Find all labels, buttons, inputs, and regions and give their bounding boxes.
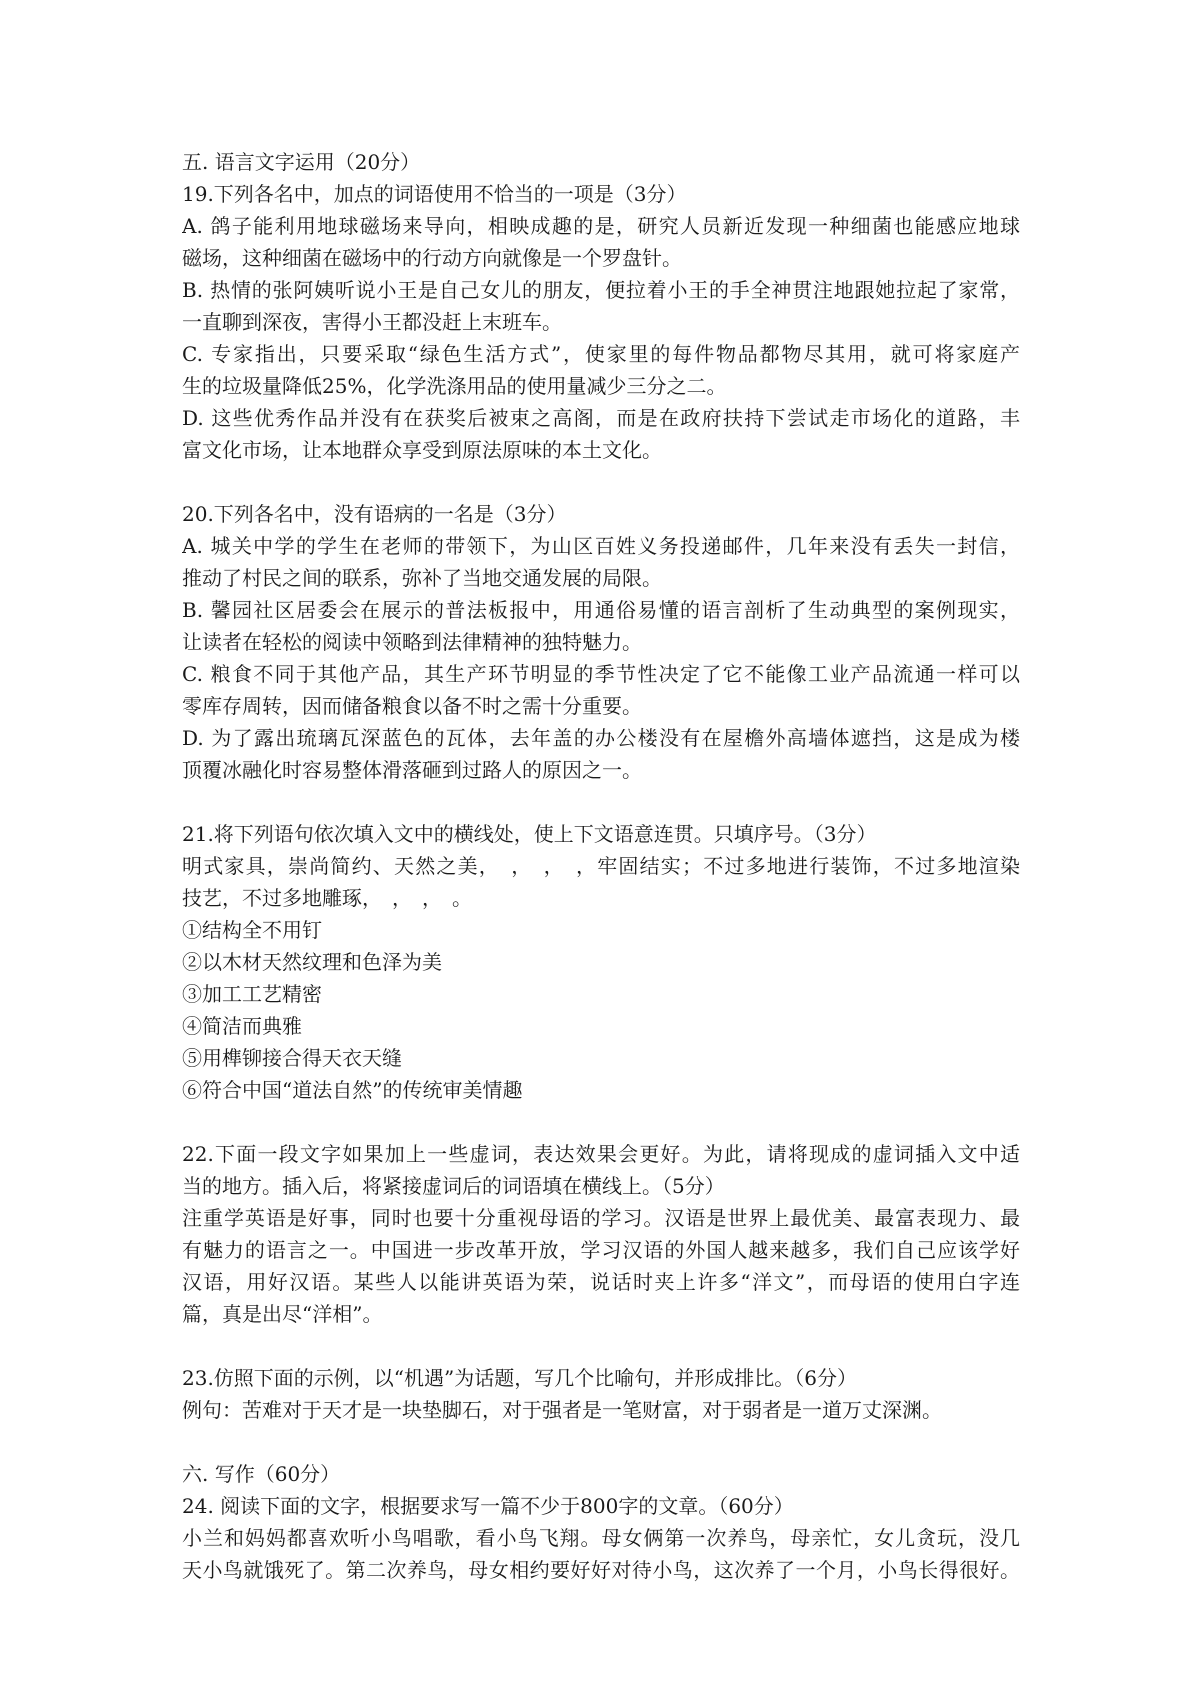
q19-option-b: B. 热情的张阿姨听说小王是自己女儿的朋友，便拉着小王的手全神贯注地跟她拉起了家常，: [182, 278, 1020, 302]
q24-passage-1: 小兰和妈妈都喜欢听小鸟唱歌，看小鸟飞翔。母女俩第一次养鸟，母亲忙，女儿贪玩，没几: [182, 1526, 1020, 1550]
spacer: [182, 1426, 1020, 1458]
q21-passage: 明式家具，崇尚简约、天然之美， ， ， ，牢固结实；不过多地进行装饰，不过多地渲染: [182, 854, 1020, 878]
exam-page: [182, 146, 1020, 1586]
q22-passage-2: 有魅力的语言之一。中国进一步改革开放，学习汉语的外国人越来越多，我们自己应该学好: [182, 1238, 1020, 1262]
q19-option-a-cont: 磁场，这种细菌在磁场中的行动方向就像是一个罗盘针。: [182, 246, 682, 270]
q21-item-4: ④简洁而典雅: [182, 1014, 302, 1038]
q23-example: 例句：苦难对于天才是一块垫脚石，对于强者是一笔财富，对于弱者是一道万丈深渊。: [182, 1398, 942, 1422]
q21-item-6: ⑥符合中国“道法自然”的传统审美情趣: [182, 1078, 523, 1102]
q21-item-3: ③加工工艺精密: [182, 982, 322, 1006]
q19-option-c: C. 专家指出，只要采取“绿色生活方式”，使家里的每件物品都物尽其用，就可将家庭产: [182, 342, 1020, 366]
q19-option-b-cont: 一直聊到深夜，害得小王都没赶上末班车。: [182, 310, 562, 334]
q20-option-b: B. 馨园社区居委会在展示的普法板报中，用通俗易懂的语言剖析了生动典型的案例现实，: [182, 598, 1020, 622]
q20-option-c: C. 粮食不同于其他产品，其生产环节明显的季节性决定了它不能像工业产品流通一样可以: [182, 662, 1020, 686]
q20-option-a: A. 城关中学的学生在老师的带领下，为山区百姓义务投递邮件，几年来没有丢失一封信，: [182, 534, 1020, 558]
q19-option-a: A. 鸽子能利用地球磁场来导向，相映成趣的是，研究人员新近发现一种细菌也能感应地球: [182, 214, 1020, 238]
q19-option-c-cont: 生的垃圾量降低25%，化学洗涤用品的使用量减少三分之二。: [182, 374, 727, 398]
q20-option-d: D. 为了露出琉璃瓦深蓝色的瓦体，去年盖的办公楼没有在屋檐外高墙体遮挡，这是成为楼: [182, 726, 1020, 750]
q20-option-d-cont: 顶覆冰融化时容易整体滑落砸到过路人的原因之一。: [182, 758, 642, 782]
q22-passage-3: 汉语，用好汉语。某些人以能讲英语为荣，说话时夹上许多“洋文”，而母语的使用白字连: [182, 1270, 1020, 1294]
q21-item-1: ①结构全不用钉: [182, 918, 322, 942]
spacer: [182, 1330, 1020, 1362]
q20-option-b-cont: 让读者在轻松的阅读中领略到法律精神的独特魅力。: [182, 630, 642, 654]
q19-stem: 19.下列各名中，加点的词语使用不恰当的一项是（3分）: [182, 182, 687, 206]
q24-passage-2: 天小鸟就饿死了。第二次养鸟，母女相约要好好对待小鸟，这次养了一个月，小鸟长得很好。: [182, 1558, 1020, 1582]
q21-stem: 21.将下列语句依次填入文中的横线处，使上下文语意连贯。只填序号。（3分）: [182, 822, 877, 846]
q20-stem: 20.下列各名中，没有语病的一名是（3分）: [182, 502, 567, 526]
q23-stem: 23.仿照下面的示例，以“机遇”为话题，写几个比喻句，并形成排比。（6分）: [182, 1366, 857, 1390]
section-heading-5: 五. 语言文字运用（20分）: [182, 150, 421, 174]
q21-passage-cont: 技艺，不过多地雕琢， ， ， 。: [182, 886, 472, 910]
q21-item-2: ②以木材天然纹理和色泽为美: [182, 950, 442, 974]
q22-passage-4: 篇，真是出尽“洋相”。: [182, 1302, 383, 1326]
q22-stem: 22.下面一段文字如果加上一些虚词，表达效果会更好。为此，请将现成的虚词插入文中适: [182, 1142, 1020, 1166]
q24-stem: 24. 阅读下面的文字，根据要求写一篇不少于800字的文章。（60分）: [182, 1494, 794, 1518]
q22-stem-cont: 当的地方。插入后，将紧接虚词后的词语填在横线上。（5分）: [182, 1174, 725, 1198]
q21-item-5: ⑤用榫铆接合得天衣天缝: [182, 1046, 402, 1070]
spacer: [182, 786, 1020, 818]
q20-option-c-cont: 零库存周转，因而储备粮食以备不时之需十分重要。: [182, 694, 642, 718]
q20-option-a-cont: 推动了村民之间的联系，弥补了当地交通发展的局限。: [182, 566, 662, 590]
section-heading-6: 六. 写作（60分）: [182, 1462, 341, 1486]
q19-option-d: D. 这些优秀作品并没有在获奖后被束之高阁，而是在政府扶持下尝试走市场化的道路，丰: [182, 406, 1020, 430]
q22-passage-1: 注重学英语是好事，同时也要十分重视母语的学习。汉语是世界上最优美、最富表现力、最: [182, 1206, 1020, 1230]
spacer: [182, 1106, 1020, 1138]
q19-option-d-cont: 富文化市场，让本地群众享受到原法原味的本土文化。: [182, 438, 662, 462]
spacer: [182, 466, 1020, 498]
